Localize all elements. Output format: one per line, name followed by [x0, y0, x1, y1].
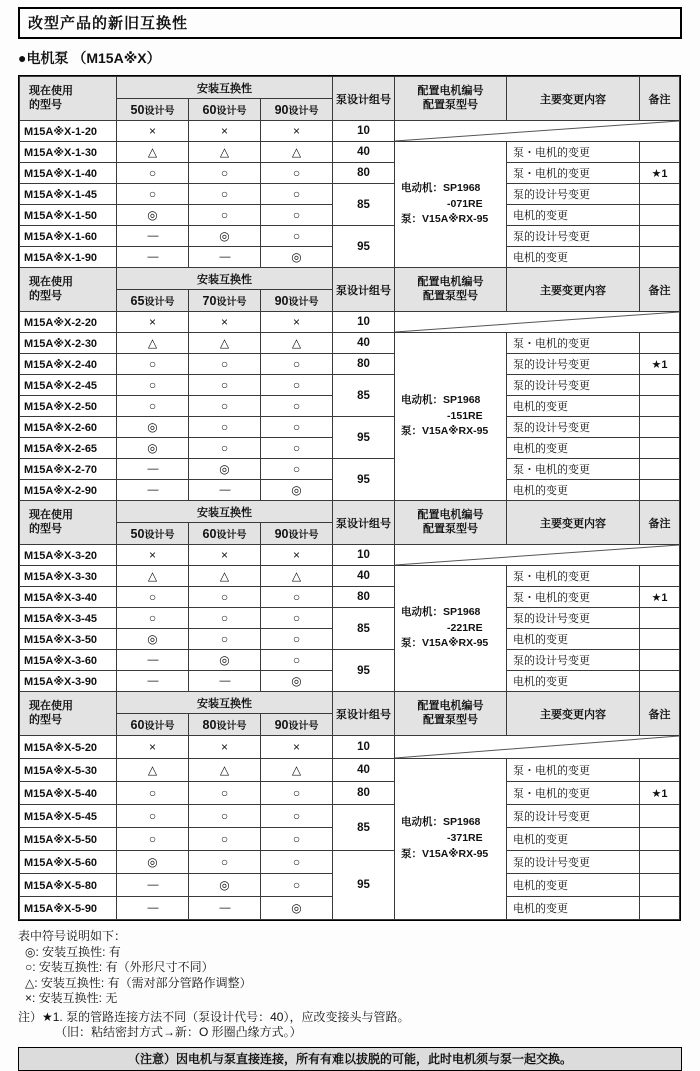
compat-table-M15A※X-5 [19, 691, 680, 920]
table-row [20, 354, 680, 375]
compat-symbol-cell: ○ [189, 163, 261, 184]
compat-symbol-cell: — [189, 480, 261, 501]
remark-cell [640, 851, 680, 874]
compat-symbol-cell: — [189, 897, 261, 920]
table-row [20, 142, 680, 163]
model-cell: M15A※X-1-40 [20, 163, 117, 184]
model-cell: M15A※X-2-30 [20, 333, 117, 354]
design-group-cell: 40 [333, 566, 395, 587]
model-cell: M15A※X-1-30 [20, 142, 117, 163]
compat-symbol-cell: ○ [261, 184, 333, 205]
compat-symbol-cell: △ [189, 759, 261, 782]
table-row [20, 163, 680, 184]
model-cell: M15A※X-2-45 [20, 375, 117, 396]
remark-cell [640, 375, 680, 396]
design-number-header: 70设计号 [189, 290, 261, 312]
remark-cell [640, 650, 680, 671]
table-row [20, 805, 680, 828]
model-cell: M15A※X-2-40 [20, 354, 117, 375]
compat-symbol-cell: ○ [189, 375, 261, 396]
compat-symbol-cell: — [117, 874, 189, 897]
model-cell: M15A※X-5-80 [20, 874, 117, 897]
remark-cell [640, 629, 680, 650]
compat-symbol-cell: ◎ [189, 874, 261, 897]
remark-cell [640, 205, 680, 226]
compat-symbol-cell: — [189, 247, 261, 268]
motor-pump-config-header: 配置电机编号 配置泵型号 [395, 501, 507, 545]
compat-symbol-cell: △ [189, 566, 261, 587]
design-number-header: 80设计号 [189, 714, 261, 736]
compat-symbol-cell: ○ [117, 354, 189, 375]
change-content-cell: 泵的设计号变更 [507, 608, 640, 629]
remark-cell [640, 671, 680, 692]
main-change-header: 主要变更内容 [507, 692, 640, 736]
compat-table-M15A※X-2 [19, 267, 680, 501]
compat-symbol-cell: ◎ [117, 438, 189, 459]
compat-symbol-cell: ○ [261, 874, 333, 897]
design-group-cell: 40 [333, 759, 395, 782]
compat-symbol-cell: ○ [261, 396, 333, 417]
compat-symbol-cell: ◎ [189, 650, 261, 671]
compat-symbol-cell: ○ [189, 828, 261, 851]
design-group-cell: 80 [333, 782, 395, 805]
compat-symbol-cell: △ [117, 333, 189, 354]
table-row [20, 782, 680, 805]
diagonal-line-icon [395, 736, 679, 758]
remark-cell [640, 417, 680, 438]
remark-cell [640, 396, 680, 417]
model-cell: M15A※X-3-40 [20, 587, 117, 608]
main-change-header: 主要变更内容 [507, 268, 640, 312]
design-group-cell: 40 [333, 142, 395, 163]
model-cell: M15A※X-5-30 [20, 759, 117, 782]
compat-symbol-cell: △ [261, 333, 333, 354]
diagonal-line-icon [395, 121, 679, 141]
model-cell: M15A※X-3-45 [20, 608, 117, 629]
model-cell: M15A※X-1-90 [20, 247, 117, 268]
compat-symbol-cell: ○ [261, 205, 333, 226]
legend-item-full-compat: ◎: 安装互换性: 有 [25, 944, 121, 959]
table-row [20, 608, 680, 629]
compat-symbol-cell: ○ [189, 629, 261, 650]
remark-cell: ★1 [640, 782, 680, 805]
design-number-header: 90设计号 [261, 99, 333, 121]
compat-symbol-cell: ○ [189, 417, 261, 438]
design-number-header: 50设计号 [117, 99, 189, 121]
change-content-cell: 电机的变更 [507, 480, 640, 501]
remark-cell [640, 459, 680, 480]
compat-symbol-cell: × [189, 312, 261, 333]
compat-symbol-cell: × [261, 545, 333, 566]
design-group-cell: 10 [333, 545, 395, 566]
remark-cell [640, 805, 680, 828]
compat-symbol-cell: ○ [261, 851, 333, 874]
compat-symbol-cell: ○ [261, 438, 333, 459]
table-row [20, 417, 680, 438]
table-row [20, 587, 680, 608]
change-content-cell: 电机的变更 [507, 874, 640, 897]
current-model-header: 现在使用 的型号 [20, 692, 117, 736]
design-group-cell: 85 [333, 805, 395, 851]
table-row [20, 226, 680, 247]
change-content-cell: 泵的设计号变更 [507, 805, 640, 828]
remark-cell: ★1 [640, 587, 680, 608]
change-content-cell: 泵的设计号变更 [507, 184, 640, 205]
design-group-cell: 95 [333, 417, 395, 459]
legend-intro: 表中符号说明如下： [18, 929, 127, 943]
legend-item-piping-adjust: △: 安装互换性: 有（需对部分管路作调整） [25, 975, 252, 990]
compat-symbol-cell: △ [117, 759, 189, 782]
compat-symbol-cell: ○ [261, 805, 333, 828]
table-row [20, 566, 680, 587]
compat-symbol-cell: ○ [261, 226, 333, 247]
design-group-cell: 80 [333, 354, 395, 375]
note-star1: 注）★1. 泵的管路连接方法不同（泵设计代号：40），应改变接头与管路。 [18, 1009, 410, 1024]
change-content-cell: 电机的变更 [507, 438, 640, 459]
not-applicable-cell [395, 121, 680, 142]
remark-cell [640, 184, 680, 205]
compat-symbol-cell: ◎ [261, 671, 333, 692]
compat-table-M15A※X-3 [19, 500, 680, 692]
page-title: 改型产品的新旧互换性 [18, 7, 682, 39]
compat-symbol-cell: — [117, 650, 189, 671]
model-cell: M15A※X-2-65 [20, 438, 117, 459]
design-group-cell: 85 [333, 375, 395, 417]
compat-symbol-cell: × [117, 312, 189, 333]
compat-symbol-cell: × [117, 121, 189, 142]
compat-symbol-cell: × [261, 312, 333, 333]
compat-symbol-cell: ○ [189, 782, 261, 805]
change-content-cell: 泵・电机的变更 [507, 587, 640, 608]
compat-symbol-cell: ○ [117, 375, 189, 396]
section-subtitle: ●电机泵 （M15A※X） [18, 50, 161, 66]
remark-cell [640, 247, 680, 268]
compat-symbol-cell: ◎ [189, 226, 261, 247]
model-cell: M15A※X-5-90 [20, 897, 117, 920]
compat-symbol-cell: × [117, 736, 189, 759]
change-content-cell: 泵的设计号变更 [507, 354, 640, 375]
compat-symbol-cell: ○ [189, 184, 261, 205]
compatibility-tables [18, 75, 681, 921]
compat-symbol-cell: ○ [189, 608, 261, 629]
model-cell: M15A※X-3-20 [20, 545, 117, 566]
remark-cell [640, 566, 680, 587]
compat-symbol-cell: ○ [261, 375, 333, 396]
table-row [20, 375, 680, 396]
compat-symbol-cell: × [189, 545, 261, 566]
not-applicable-cell [395, 736, 680, 759]
main-change-header: 主要变更内容 [507, 77, 640, 121]
table-row [20, 312, 680, 333]
symbol-legend [18, 929, 682, 1041]
remark-cell: ★1 [640, 354, 680, 375]
compat-symbol-cell: ○ [261, 417, 333, 438]
change-content-cell: 泵的设计号变更 [507, 226, 640, 247]
compat-symbol-cell: — [189, 671, 261, 692]
change-content-cell: 电机的变更 [507, 247, 640, 268]
compat-symbol-cell: — [117, 671, 189, 692]
change-content-cell: 泵・电机的变更 [507, 782, 640, 805]
compat-symbol-cell: ○ [117, 782, 189, 805]
compat-symbol-cell: ○ [261, 354, 333, 375]
model-cell: M15A※X-5-40 [20, 782, 117, 805]
design-group-cell: 10 [333, 736, 395, 759]
compat-symbol-cell: ○ [189, 205, 261, 226]
compat-symbol-cell: ○ [261, 828, 333, 851]
change-content-cell: 泵・电机的变更 [507, 459, 640, 480]
design-group-cell: 80 [333, 587, 395, 608]
change-content-cell: 泵・电机的变更 [507, 163, 640, 184]
model-cell: M15A※X-1-60 [20, 226, 117, 247]
compat-symbol-cell: ◎ [117, 851, 189, 874]
table-row [20, 736, 680, 759]
current-model-header: 现在使用 的型号 [20, 77, 117, 121]
not-applicable-cell [395, 312, 680, 333]
change-content-cell: 泵的设计号变更 [507, 375, 640, 396]
compat-table-M15A※X-1 [19, 76, 680, 268]
motor-pump-config-header: 配置电机编号 配置泵型号 [395, 692, 507, 736]
compat-symbol-cell: ○ [117, 163, 189, 184]
model-cell: M15A※X-2-70 [20, 459, 117, 480]
compat-symbol-cell: ○ [117, 805, 189, 828]
design-group-cell: 95 [333, 226, 395, 268]
change-content-cell: 电机的变更 [507, 205, 640, 226]
design-number-header: 60设计号 [189, 99, 261, 121]
compat-symbol-cell: ◎ [117, 205, 189, 226]
remark-cell: ★1 [640, 163, 680, 184]
model-cell: M15A※X-5-20 [20, 736, 117, 759]
change-content-cell: 电机的变更 [507, 671, 640, 692]
model-cell: M15A※X-1-20 [20, 121, 117, 142]
compat-symbol-cell: ○ [261, 587, 333, 608]
pump-design-group-header: 泵设计组号 [333, 268, 395, 312]
model-cell: M15A※X-3-50 [20, 629, 117, 650]
compat-symbol-cell: ○ [117, 828, 189, 851]
remark-cell [640, 828, 680, 851]
compat-symbol-cell: ○ [117, 608, 189, 629]
design-number-header: 60设计号 [117, 714, 189, 736]
compat-symbol-cell: ○ [189, 587, 261, 608]
compat-symbol-cell: △ [261, 759, 333, 782]
design-group-cell: 10 [333, 312, 395, 333]
compat-symbol-cell: △ [261, 566, 333, 587]
model-cell: M15A※X-5-50 [20, 828, 117, 851]
install-compat-header: 安装互换性 [117, 77, 333, 99]
design-number-header: 65设计号 [117, 290, 189, 312]
legend-item-size-diff: ○: 安装互换性: 有（外形尺寸不同） [25, 960, 214, 974]
remark-header: 备注 [640, 501, 680, 545]
compat-symbol-cell: △ [117, 142, 189, 163]
design-number-header: 90设计号 [261, 523, 333, 545]
model-cell: M15A※X-1-50 [20, 205, 117, 226]
compat-symbol-cell: × [189, 736, 261, 759]
design-group-cell: 40 [333, 333, 395, 354]
table-row [20, 545, 680, 566]
change-content-cell: 电机的变更 [507, 629, 640, 650]
change-content-cell: 电机的变更 [507, 897, 640, 920]
compat-symbol-cell: ◎ [261, 480, 333, 501]
table-row [20, 650, 680, 671]
design-number-header: 90设计号 [261, 290, 333, 312]
install-compat-header: 安装互换性 [117, 501, 333, 523]
remark-cell [640, 897, 680, 920]
motor-pump-config-cell: 电动机：SP1968 -071RE 泵：V15A※RX-95 [395, 142, 507, 268]
compat-symbol-cell: ○ [261, 782, 333, 805]
design-group-cell: 85 [333, 184, 395, 226]
design-number-header: 60设计号 [189, 523, 261, 545]
diagonal-line-icon [395, 312, 679, 332]
design-group-cell: 10 [333, 121, 395, 142]
caution-notice-box: （注意）因电机与泵直接连接，所有有难以拔脱的可能，此时电机须与泵一起交换。 [18, 1047, 682, 1071]
pump-design-group-header: 泵设计组号 [333, 692, 395, 736]
compat-symbol-cell: × [261, 736, 333, 759]
legend-item-no-compat: ×: 安装互换性: 无 [25, 991, 118, 1005]
compat-symbol-cell: ○ [261, 459, 333, 480]
design-number-header: 50设计号 [117, 523, 189, 545]
design-group-cell: 95 [333, 459, 395, 501]
remark-header: 备注 [640, 692, 680, 736]
model-cell: M15A※X-5-60 [20, 851, 117, 874]
compat-symbol-cell: ◎ [117, 417, 189, 438]
change-content-cell: 泵・电机的变更 [507, 759, 640, 782]
compat-symbol-cell: △ [117, 566, 189, 587]
change-content-cell: 泵・电机的变更 [507, 333, 640, 354]
compat-symbol-cell: △ [189, 142, 261, 163]
remark-cell [640, 226, 680, 247]
change-content-cell: 泵・电机的变更 [507, 566, 640, 587]
change-content-cell: 泵的设计号变更 [507, 417, 640, 438]
table-row [20, 121, 680, 142]
compat-symbol-cell: — [117, 247, 189, 268]
model-cell: M15A※X-3-30 [20, 566, 117, 587]
compat-symbol-cell: — [117, 226, 189, 247]
pump-design-group-header: 泵设计组号 [333, 77, 395, 121]
model-cell: M15A※X-3-60 [20, 650, 117, 671]
model-cell: M15A※X-5-45 [20, 805, 117, 828]
compat-symbol-cell: ○ [261, 608, 333, 629]
motor-pump-config-cell: 电动机：SP1968 -151RE 泵：V15A※RX-95 [395, 333, 507, 501]
compat-symbol-cell: ○ [117, 396, 189, 417]
compat-symbol-cell: ○ [261, 650, 333, 671]
pump-design-group-header: 泵设计组号 [333, 501, 395, 545]
design-group-cell: 95 [333, 650, 395, 692]
table-row [20, 333, 680, 354]
change-content-cell: 泵的设计号变更 [507, 650, 640, 671]
remark-cell [640, 333, 680, 354]
design-number-header: 90设计号 [261, 714, 333, 736]
compat-symbol-cell: — [117, 480, 189, 501]
current-model-header: 现在使用 的型号 [20, 268, 117, 312]
compat-symbol-cell: △ [261, 142, 333, 163]
compat-symbol-cell: ◎ [117, 629, 189, 650]
model-cell: M15A※X-2-20 [20, 312, 117, 333]
main-change-header: 主要变更内容 [507, 501, 640, 545]
motor-pump-config-cell: 电动机：SP1968 -371RE 泵：V15A※RX-95 [395, 759, 507, 920]
motor-pump-config-cell: 电动机：SP1968 -221RE 泵：V15A※RX-95 [395, 566, 507, 692]
change-content-cell: 电机的变更 [507, 396, 640, 417]
remark-cell [640, 438, 680, 459]
change-content-cell: 泵的设计号变更 [507, 851, 640, 874]
model-cell: M15A※X-3-90 [20, 671, 117, 692]
compat-symbol-cell: × [189, 121, 261, 142]
compat-symbol-cell: × [261, 121, 333, 142]
compat-symbol-cell: ◎ [261, 897, 333, 920]
compat-symbol-cell: ○ [189, 851, 261, 874]
compat-symbol-cell: ◎ [261, 247, 333, 268]
remark-cell [640, 480, 680, 501]
table-row [20, 184, 680, 205]
design-group-cell: 95 [333, 851, 395, 920]
remark-header: 备注 [640, 77, 680, 121]
note-star1-continuation: （旧：粘结密封方式→新：O 形圈凸缘方式。） [55, 1025, 302, 1039]
design-group-cell: 85 [333, 608, 395, 650]
diagonal-line-icon [395, 545, 679, 565]
compat-symbol-cell: — [117, 459, 189, 480]
current-model-header: 现在使用 的型号 [20, 501, 117, 545]
compat-symbol-cell: × [117, 545, 189, 566]
change-content-cell: 泵・电机的变更 [507, 142, 640, 163]
compat-symbol-cell: ○ [189, 396, 261, 417]
compat-symbol-cell: ○ [189, 438, 261, 459]
compat-symbol-cell: △ [189, 333, 261, 354]
model-cell: M15A※X-1-45 [20, 184, 117, 205]
model-cell: M15A※X-2-90 [20, 480, 117, 501]
compat-symbol-cell: ○ [189, 805, 261, 828]
compat-symbol-cell: ○ [261, 163, 333, 184]
compat-symbol-cell: ○ [261, 629, 333, 650]
model-cell: M15A※X-2-60 [20, 417, 117, 438]
install-compat-header: 安装互换性 [117, 268, 333, 290]
table-row [20, 459, 680, 480]
remark-cell [640, 142, 680, 163]
compat-symbol-cell: ◎ [189, 459, 261, 480]
motor-pump-config-header: 配置电机编号 配置泵型号 [395, 77, 507, 121]
change-content-cell: 电机的变更 [507, 828, 640, 851]
remark-cell [640, 759, 680, 782]
not-applicable-cell [395, 545, 680, 566]
compat-symbol-cell: ○ [117, 587, 189, 608]
table-row [20, 759, 680, 782]
design-group-cell: 80 [333, 163, 395, 184]
remark-cell [640, 874, 680, 897]
remark-header: 备注 [640, 268, 680, 312]
motor-pump-config-header: 配置电机编号 配置泵型号 [395, 268, 507, 312]
table-row [20, 851, 680, 874]
compat-symbol-cell: — [117, 897, 189, 920]
model-cell: M15A※X-2-50 [20, 396, 117, 417]
compat-symbol-cell: ○ [189, 354, 261, 375]
compat-symbol-cell: ○ [117, 184, 189, 205]
install-compat-header: 安装互换性 [117, 692, 333, 714]
remark-cell [640, 608, 680, 629]
